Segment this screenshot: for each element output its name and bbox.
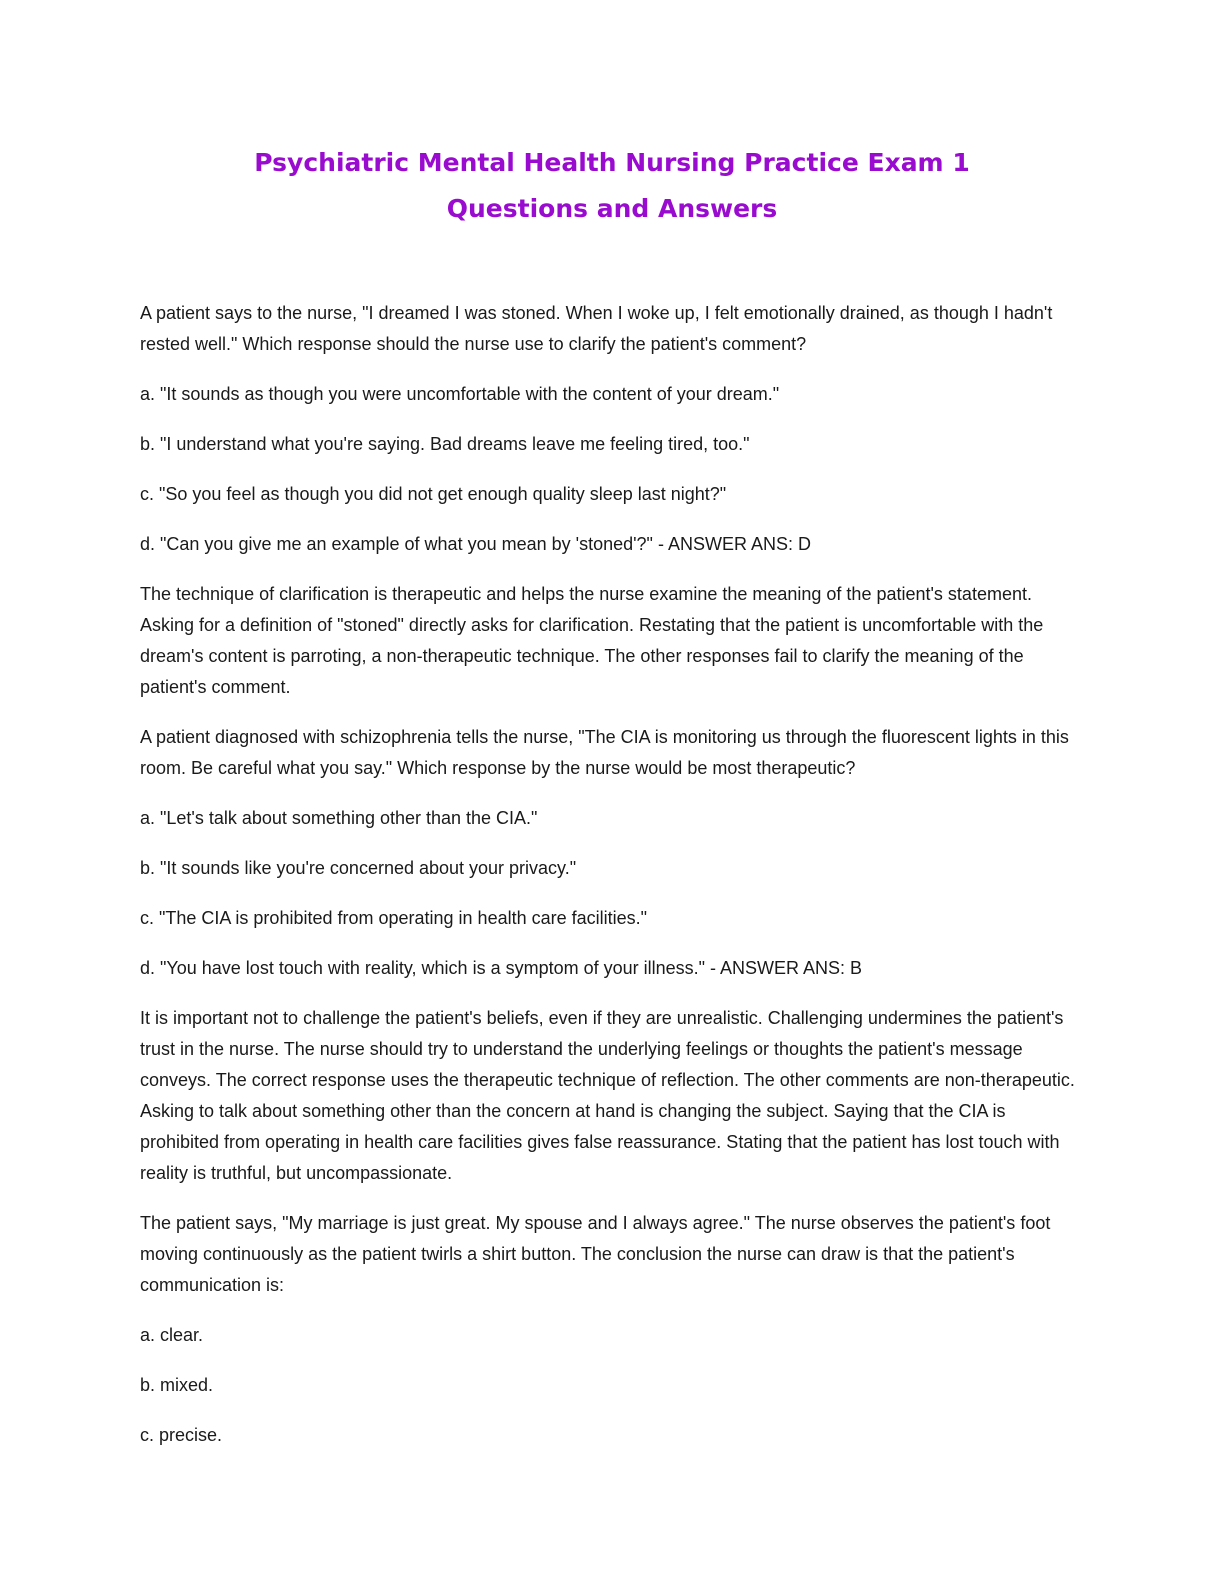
question-3-stem: The patient says, "My marriage is just great. My spouse and I always agree." The nurse observes the patient's foot moving continuously as the patient twirls a shirt button. The conclusion the nurse can draw is that the patient's communication is:	[140, 1213, 1051, 1295]
question-2-stem: A patient diagnosed with schizophrenia tells the nurse, "The CIA is monitoring us through the fluorescent lights in this room. Be careful what you say." Which response by the nurse would be most therapeutic?	[140, 727, 1069, 778]
question-3-option-b: b. mixed.	[140, 1375, 214, 1395]
question-2-option-b: b. "It sounds like you're concerned about your privacy."	[140, 858, 577, 878]
document-body	[140, 298, 1080, 1470]
question-1-stem: A patient says to the nurse, "I dreamed I was stoned. When I woke up, I felt emotionally drained, as though I hadn't rested well." Which response should the nurse use to clarify the patient's comment?	[140, 303, 1053, 354]
question-2-rationale: It is important not to challenge the patient's beliefs, even if they are unrealistic. Challenging undermines the patient's trust in the nurse. The nurse should try to understand the underlying feelings or thoughts the patient's message conveys. The correct response uses the therapeutic technique of reflection. The other comments are non-therapeutic. Asking to talk about something other than the concern at hand is changing the subject. Saying that the CIA is prohibited from operating in health care facilities gives false reassurance. Stating that the patient has lost touch with reality is truthful, but uncompassionate.	[140, 1008, 1075, 1183]
question-2-option-d-answer: d. "You have lost touch with reality, which is a symptom of your illness." - ANSWER ANS: B	[140, 958, 863, 978]
question-1-option-b: b. "I understand what you're saying. Bad dreams leave me feeling tired, too."	[140, 434, 750, 454]
question-3-option-a: a. clear.	[140, 1325, 204, 1345]
question-2-option-c: c. "The CIA is prohibited from operating in health care facilities."	[140, 908, 648, 928]
question-1-option-c: c. "So you feel as though you did not get enough quality sleep last night?"	[140, 484, 727, 504]
question-1-rationale: The technique of clarification is therapeutic and helps the nurse examine the meaning of the patient's statement. Asking for a definition of "stoned" directly asks for clarification. Restating that the patient is uncomfortable with the dream's content is parroting, a non-therapeutic technique. The other responses fail to clarify the meaning of the patient's comment.	[140, 584, 1044, 697]
title-line-2: Questions and Answers	[446, 194, 778, 223]
question-2-option-a: a. "Let's talk about something other than the CIA."	[140, 808, 538, 828]
document-title	[0, 140, 1224, 232]
title-line-1: Psychiatric Mental Health Nursing Practice Exam 1	[254, 148, 970, 177]
question-1-option-d-answer: d. "Can you give me an example of what you mean by 'stoned'?" - ANSWER ANS: D	[140, 534, 811, 554]
question-1-option-a: a. "It sounds as though you were uncomfortable with the content of your dream."	[140, 384, 780, 404]
question-3-option-c: c. precise.	[140, 1425, 223, 1445]
